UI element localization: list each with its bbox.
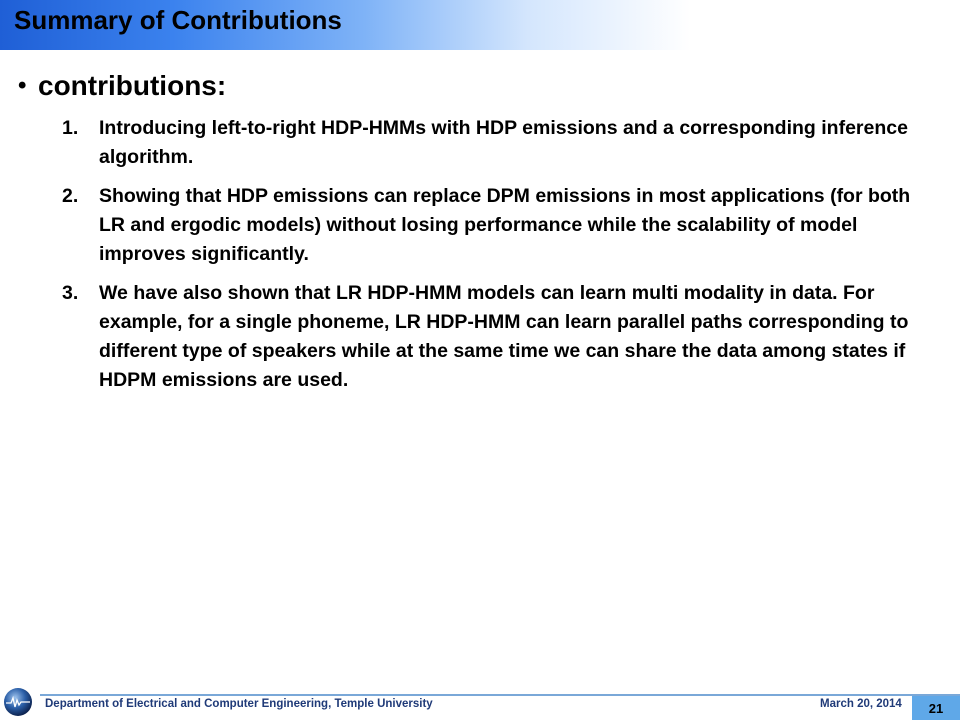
footer-divider [40, 694, 960, 696]
list-item-text: We have also shown that LR HDP-HMM models can learn multi modality in data. For example, for a single phoneme, LR HDP-HMM can learn parallel paths corresponding to different type of speakers while at the same time we can share the data among states if HDPM emissions are used. [99, 282, 909, 391]
footer-department: Department of Electrical and Computer Engineering, Temple University [45, 698, 433, 710]
list-item-text: Showing that HDP emissions can replace DPM emissions in most applications (for both LR and ergodic models) without losing performance while the scalability of model improves significantly. [99, 185, 911, 265]
list-item-number: 3. [62, 282, 79, 304]
title-bar [0, 0, 960, 50]
page-number-badge [912, 696, 960, 720]
bullet-heading-text: contributions: [38, 70, 227, 101]
globe-logo-icon [2, 686, 34, 718]
slide-title: Summary of Contributions [14, 5, 342, 35]
contributions-list [62, 114, 932, 405]
page-number: 21 [928, 700, 944, 716]
footer-date: March 20, 2014 [820, 698, 902, 710]
list-item [62, 182, 932, 269]
list-item-text: Introducing left-to-right HDP-HMMs with HDP emissions and a corresponding inference algorithm. [99, 117, 908, 168]
bullet-heading [18, 70, 226, 102]
list-item-number: 1. [62, 117, 79, 139]
list-item [62, 279, 932, 395]
list-item-number: 2. [62, 185, 79, 207]
list-item [62, 114, 932, 172]
bullet-dot-icon: • [18, 72, 27, 99]
